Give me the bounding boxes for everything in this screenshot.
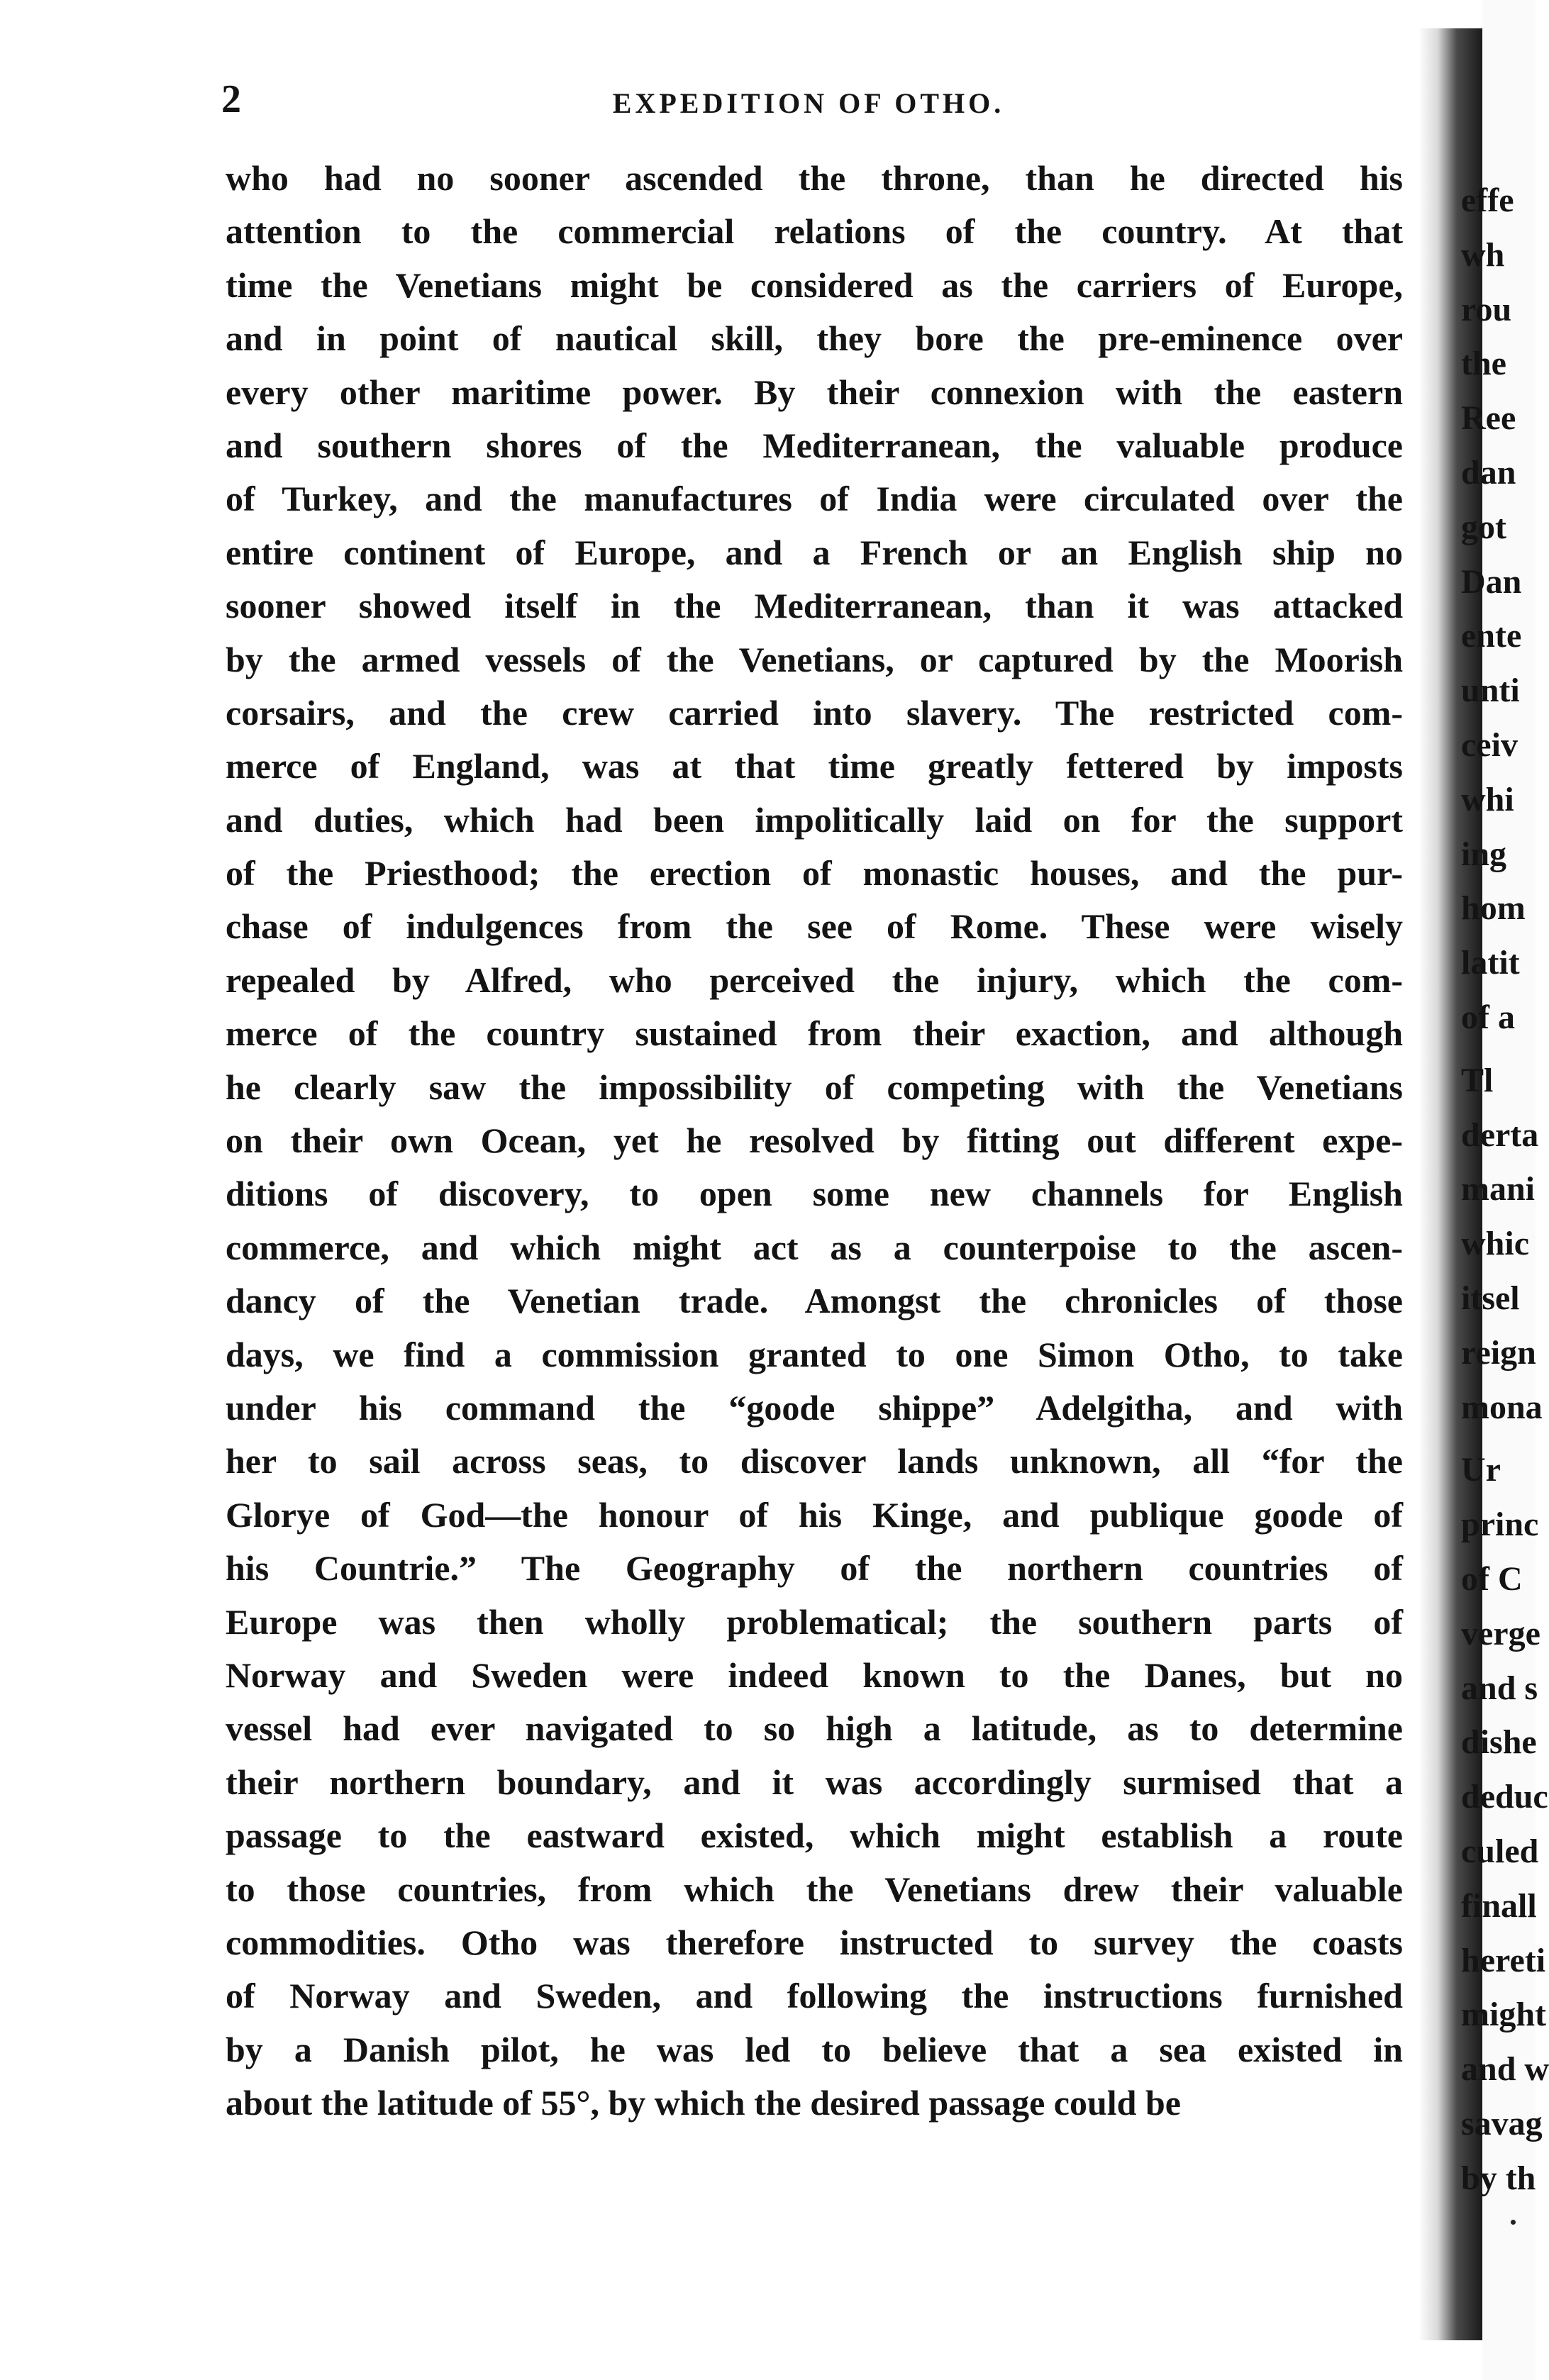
text-line: and southern shores of the Mediterranean, the valuable produce <box>226 425 1403 465</box>
text-line: her to sail across seas, to discover lands unknown, all “for the <box>226 1441 1403 1481</box>
text-line: days, we find a commission granted to one Simon Otho, to take <box>226 1334 1403 1374</box>
facing-text-fragment: savag <box>1461 2104 1543 2142</box>
facing-text-fragment: mani <box>1461 1170 1536 1208</box>
text-line: time the Venetians might be considered as the carriers of Europe, <box>226 265 1403 305</box>
text-line: of the Priesthood; the erection of monastic houses, and the pur- <box>226 853 1403 894</box>
facing-text-fragment: of C <box>1461 1559 1523 1598</box>
facing-text-fragment: dan <box>1461 453 1516 491</box>
facing-text-fragment: Tl <box>1461 1061 1494 1099</box>
text-line: his Countrie.” The Geography of the northern countries of <box>226 1548 1403 1589</box>
facing-text-fragment: hom <box>1461 889 1526 928</box>
facing-text-fragment: finall <box>1461 1886 1537 1925</box>
facing-text-fragment: mona <box>1461 1388 1543 1426</box>
facing-text-fragment: got <box>1461 508 1506 546</box>
facing-text-fragment: might <box>1461 1996 1546 2034</box>
facing-text-fragment: ente <box>1461 617 1522 655</box>
text-line: sooner showed itself in the Mediterranean, than it was attacked <box>226 586 1403 626</box>
facing-text-fragment: effe <box>1461 182 1514 219</box>
facing-text-fragment: by th <box>1461 2159 1536 2197</box>
text-line: about the latitude of 55°, by which the desired passage could be <box>226 2083 1181 2123</box>
facing-text-fragment: whic <box>1461 1225 1529 1263</box>
facing-text-fragment: latit <box>1461 944 1520 982</box>
text-line: by the armed vessels of the Venetians, or captured by the Moorish <box>226 639 1403 679</box>
facing-text-fragment: ing <box>1461 835 1507 873</box>
text-line: corsairs, and the crew carried into slavery. The restricted com- <box>226 692 1403 733</box>
facing-text-fragment: of a <box>1461 998 1515 1036</box>
text-line: every other maritime power. By their connexion with the eastern <box>226 372 1403 412</box>
text-line: commerce, and which might act as a counterpoise to the ascen- <box>226 1227 1403 1267</box>
facing-text-fragment: rou <box>1461 290 1512 328</box>
text-line: who had no sooner ascended the throne, than he directed his <box>226 158 1403 198</box>
facing-text-fragment: wh <box>1461 235 1505 274</box>
text-line: of Norway and Sweden, and following the instructions furnished <box>226 1976 1403 2016</box>
text-line: Norway and Sweden were indeed known to the Danes, but no <box>226 1655 1403 1695</box>
text-line: Europe was then wholly problematical; the southern parts of <box>226 1601 1403 1642</box>
text-line: vessel had ever navigated to so high a latitude, as to determine <box>226 1708 1403 1749</box>
facing-text-fragment: culed <box>1461 1832 1539 1870</box>
text-line: and in point of nautical skill, they bore the pre-eminence over <box>226 318 1403 359</box>
text-line: attention to the commercial relations of the country. At that <box>226 211 1403 252</box>
page-number: 2 <box>221 77 241 121</box>
paper-speck <box>1511 2220 1516 2225</box>
facing-text-fragment: and w <box>1461 2050 1549 2089</box>
text-line: of Turkey, and the manufactures of India were circulated over the <box>226 479 1403 519</box>
facing-text-fragment: derta <box>1461 1116 1539 1154</box>
facing-text-fragment: whi <box>1461 780 1514 818</box>
text-line: by a Danish pilot, he was led to believe that a sea existed in <box>226 2029 1403 2069</box>
text-line: entire continent of Europe, and a French or an English ship no <box>226 532 1403 572</box>
text-line: to those countries, from which the Venetians drew their valuable <box>226 1869 1403 1909</box>
facing-text-fragment: hereti <box>1461 1941 1546 1979</box>
facing-text-fragment: itsel <box>1461 1279 1520 1317</box>
text-line: merce of England, was at that time greatly fettered by imposts <box>226 746 1403 786</box>
text-line: commodities. Otho was therefore instructed to survey the coasts <box>226 1922 1403 1962</box>
facing-text-fragment: ceiv <box>1461 725 1518 764</box>
facing-text-fragment: Dan <box>1461 562 1522 601</box>
facing-text-fragment: unti <box>1461 672 1520 710</box>
text-line: dancy of the Venetian trade. Amongst the chronicles of those <box>226 1281 1403 1321</box>
facing-text-fragment: Ree <box>1461 399 1516 438</box>
text-line: he clearly saw the impossibility of competing with the Venetians <box>226 1067 1403 1107</box>
text-line: Glorye of God—the honour of his Kinge, and publique goode of <box>226 1494 1403 1535</box>
facing-page-text <box>1461 174 1549 2206</box>
facing-text-fragment: reign <box>1461 1333 1536 1372</box>
facing-text-fragment: and s <box>1461 1669 1538 1707</box>
facing-text-fragment: princ <box>1461 1506 1539 1544</box>
facing-text-fragment: deduc <box>1461 1778 1548 1816</box>
body-text <box>226 152 1403 2130</box>
text-line: passage to the eastward existed, which might establish a route <box>226 1815 1403 1856</box>
text-line: their northern boundary, and it was accordingly surmised that a <box>226 1762 1403 1802</box>
text-line: and duties, which had been impolitically laid on for the support <box>226 799 1403 840</box>
text-line: chase of indulgences from the see of Rome. These were wisely <box>226 906 1403 947</box>
text-line: ditions of discovery, to open some new channels for English <box>226 1174 1403 1214</box>
facing-text-fragment: dishe <box>1461 1723 1537 1762</box>
running-head: EXPEDITION OF OTHO. <box>612 87 1005 119</box>
text-line: under his command the “goode shippe” Adelgitha, and with <box>226 1387 1403 1428</box>
facing-text-fragment: the <box>1461 345 1506 383</box>
text-line: merce of the country sustained from their exaction, and although <box>226 1013 1403 1054</box>
text-line: on their own Ocean, yet he resolved by fitting out different expe- <box>226 1121 1403 1161</box>
facing-text-fragment: verge <box>1461 1614 1540 1652</box>
text-line: repealed by Alfred, who perceived the injury, which the com- <box>226 960 1403 1000</box>
facing-text-fragment: Ur <box>1461 1451 1501 1489</box>
page-header <box>213 77 1404 126</box>
